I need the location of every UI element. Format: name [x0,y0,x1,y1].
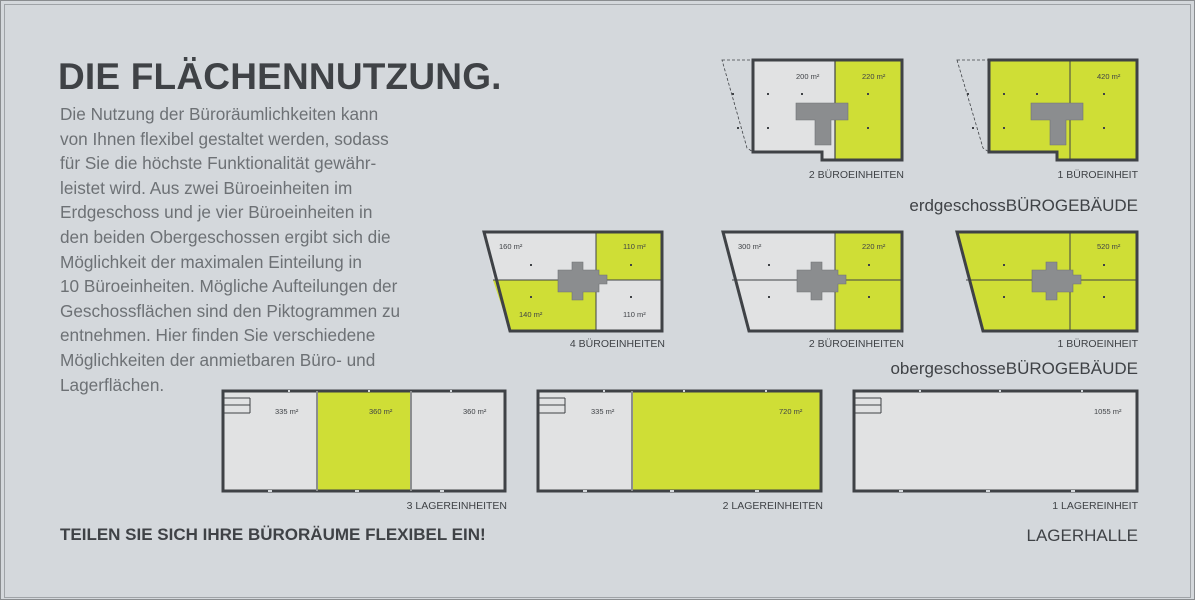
area-label: 110 m² [623,242,646,251]
unit-area-grey [538,391,632,491]
area-label: 220 m² [862,72,886,81]
plan-caption-eg-1: 1 BÜROEINHEIT [1057,169,1138,181]
area-label: 1055 m² [1094,407,1122,416]
plan-caption-og-4: 4 BÜROEINHEITEN [569,338,665,350]
area-label: 335 m² [591,407,615,416]
area-label: 360 m² [369,407,393,416]
plan-caption-og-2: 2 BÜROEINHEITEN [808,338,904,350]
plan-caption-lh-3: 3 LAGEREINHEITEN [406,500,507,512]
description-line: Möglichkeit der maximalen Einteilung in [60,251,362,272]
plan-og-4 [484,232,662,331]
page-title: DIE FLÄCHENNUTZUNG. [58,56,502,97]
area-label: 520 m² [1097,242,1121,251]
unit-area-green [317,391,411,491]
plan-caption-og-1: 1 BÜROEINHEIT [1057,338,1138,350]
area-label: 140 m² [519,310,543,319]
unit-area-grey [223,391,317,491]
area-label: 335 m² [275,407,299,416]
plan-lh-3 [223,391,505,491]
terrace-outline [722,60,753,152]
unit-area-green [596,232,662,280]
description-line: Die Nutzung der Büroräumlichkeiten kann [60,104,379,124]
description-line: von Ihnen flexibel gestaltet werden, sodass [60,128,389,149]
plan-og-2 [723,232,902,331]
area-label: 200 m² [796,72,820,81]
area-label: 220 m² [862,242,886,251]
plan-lh-1 [854,391,1137,491]
area-label: 110 m² [623,310,646,319]
description-line: Erdgeschoss und je vier Büroeinheiten in [60,202,373,223]
area-label: 300 m² [738,242,762,251]
description-line: 10 Büroeinheiten. Mögliche Aufteilungen der [60,276,398,297]
description-line: den beiden Obergeschossen ergibt sich die [60,226,391,247]
unit-area-grey [596,280,662,331]
plan-caption-eg-2: 2 BÜROEINHEITEN [808,169,904,181]
description-line: für Sie die höchste Funktionalität gewähr- [60,153,377,174]
area-label: 720 m² [779,407,803,416]
unit-area-green [632,391,821,491]
area-label: 360 m² [463,407,487,416]
area-label: 160 m² [499,242,523,251]
unit-area-grey [411,391,505,491]
description-line: leistet wird. Aus zwei Büroeinheiten im [60,177,353,198]
description-line: entnehmen. Hier finden Sie verschiedene [60,325,376,346]
description-line: Geschossflächen sind den Piktogrammen zu [60,300,401,321]
description-line: Lagerflächen. [60,374,165,395]
plan-eg-2 [722,60,902,160]
area-label: 420 m² [1097,72,1121,81]
plan-eg-1 [957,60,1137,160]
footer-slogan: TEILEN SIE SICH IHRE BÜRORÄUME FLEXIBEL EIN! [60,525,486,544]
section-label-obergeschosse: obergeschosseBÜROGEBÄUDE [890,359,1138,378]
description-line: Möglichkeiten der anmietbaren Büro- und [60,349,376,370]
plan-caption-lh-1: 1 LAGEREINHEIT [1052,500,1138,512]
plan-caption-lh-2: 2 LAGEREINHEITEN [722,500,823,512]
terrace-outline [957,60,989,152]
plan-lh-2 [538,391,821,491]
plan-og-1 [957,232,1137,331]
section-label-erdgeschoss: erdgeschossBÜROGEBÄUDE [909,196,1138,215]
unit-area-grey [854,391,1137,491]
section-label-lagerhalle: LAGERHALLE [1026,526,1138,545]
